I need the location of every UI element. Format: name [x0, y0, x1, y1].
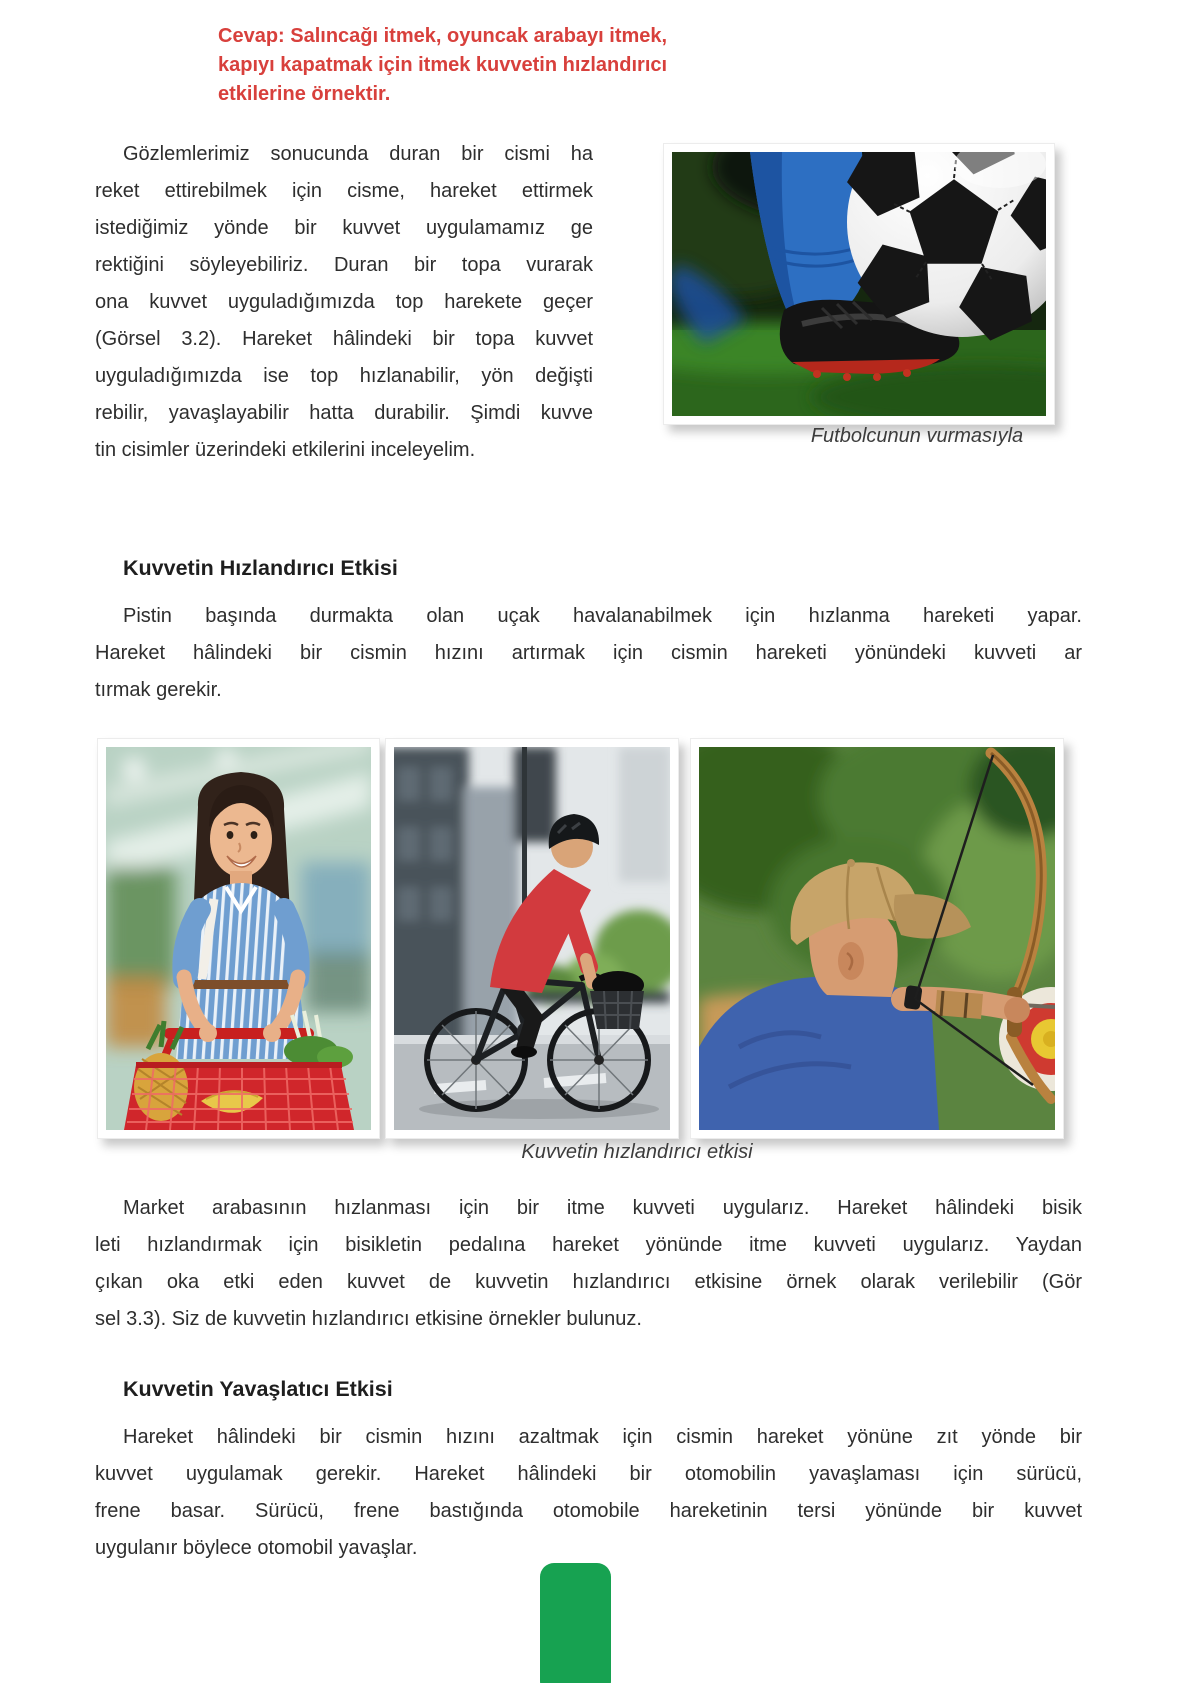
cyclist-illustration: [394, 747, 670, 1130]
paragraph-line: leti hızlandırmak için bisikletin pedalına hareket yönünde itme kuvveti uygularız. Yaydan: [95, 1234, 1082, 1256]
shopping-cart-photo: [97, 738, 380, 1139]
paragraph-line: rebilir, yavaşlayabilir hatta durabilir. Şimdi kuvve: [95, 402, 593, 424]
paragraph-line: rektiğini söyleyebiliriz. Duran bir topa vurarak: [95, 254, 593, 276]
paragraph-line: uygulanır böylece otomobil yavaşlar.: [95, 1537, 418, 1559]
paragraph-line: reket ettirebilmek için cisme, hareket ettirmek: [95, 180, 593, 202]
intro-paragraph: [95, 136, 593, 469]
paragraph-line: frene basar. Sürücü, frene bastığında otomobile hareketinin tersi yönünde bir kuvvet: [95, 1500, 1082, 1522]
paragraph-line: Gözlemlerimiz sonucunda duran bir cismi ha: [123, 143, 593, 165]
decel-paragraph: [95, 1419, 1082, 1567]
accel-paragraph-2: [95, 1190, 1082, 1338]
paragraph-line: ona kuvvet uyguladığımızda top harekete geçer: [95, 291, 593, 313]
paragraph-line: istediğimiz yönde bir kuvvet uygulamamız ge: [95, 217, 593, 239]
paragraph-line: tırmak gerekir.: [95, 679, 222, 701]
paragraph-line: Pistin başında durmakta olan uçak havalanabilmek için hızlanma hareketi yapar.: [123, 605, 1082, 627]
shopping-cart-illustration: [106, 747, 371, 1130]
figures-caption: Kuvvetin hızlandırıcı etkisi: [521, 1141, 753, 1163]
paragraph-line: uyguladığımızda ise top hızlanabilir, yön değişti: [95, 365, 593, 387]
football-kick-photo: [663, 143, 1055, 425]
paragraph-line: Hareket hâlindeki bir cismin hızını azaltmak için cismin hareket yönüne zıt yönde bir: [123, 1426, 1082, 1448]
paragraph-line: sel 3.3). Siz de kuvvetin hızlandırıcı etkisine örnekler bulunuz.: [95, 1308, 642, 1330]
archer-illustration: [699, 747, 1055, 1130]
paragraph-line: Hareket hâlindeki bir cismin hızını artırmak için cismin hareketi yönündeki kuvveti ar: [95, 642, 1082, 664]
accel-paragraph-1: [95, 598, 1082, 709]
cyclist-photo: [385, 738, 679, 1139]
section-heading-decelerating: Kuvvetin Yavaşlatıcı Etkisi: [123, 1377, 393, 1401]
football-kick-illustration: [672, 152, 1046, 416]
paragraph-line: kuvvet uygulamak gerekir. Hareket hâlindeki bir otomobilin yavaşlaması için sürücü,: [95, 1463, 1082, 1485]
page-number-tab: [540, 1563, 611, 1683]
bike-basket: [590, 971, 644, 1029]
football-caption: Futbolcunun vurmasıyla: [810, 425, 1024, 447]
paragraph-line: tin cisimler üzerindeki etkilerini inceleyelim.: [95, 439, 476, 461]
answer-line: Cevap: Salıncağı itmek, oyuncak arabayı itmek,: [218, 25, 668, 47]
paragraph-line: Market arabasının hızlanması için bir itme kuvveti uygularız. Hareket hâlindeki bisik: [123, 1197, 1082, 1219]
red-shopping-cart: [124, 1011, 354, 1130]
answer-note: [218, 22, 688, 109]
paragraph-line: çıkan oka etki eden kuvvet de kuvvetin hızlandırıcı etkisine örnek olarak verilebilir (Gör: [95, 1271, 1082, 1293]
paragraph-line: (Görsel 3.2). Hareket hâlindeki bir topa kuvvet: [95, 328, 593, 350]
archer-photo: [690, 738, 1064, 1139]
answer-line: kapıyı kapatmak için itmek kuvvetin hızlandırıcı: [218, 54, 668, 76]
belt: [190, 980, 292, 989]
answer-line: etkilerine örnektir.: [218, 83, 391, 105]
section-heading-accelerating: Kuvvetin Hızlandırıcı Etkisi: [123, 556, 398, 580]
